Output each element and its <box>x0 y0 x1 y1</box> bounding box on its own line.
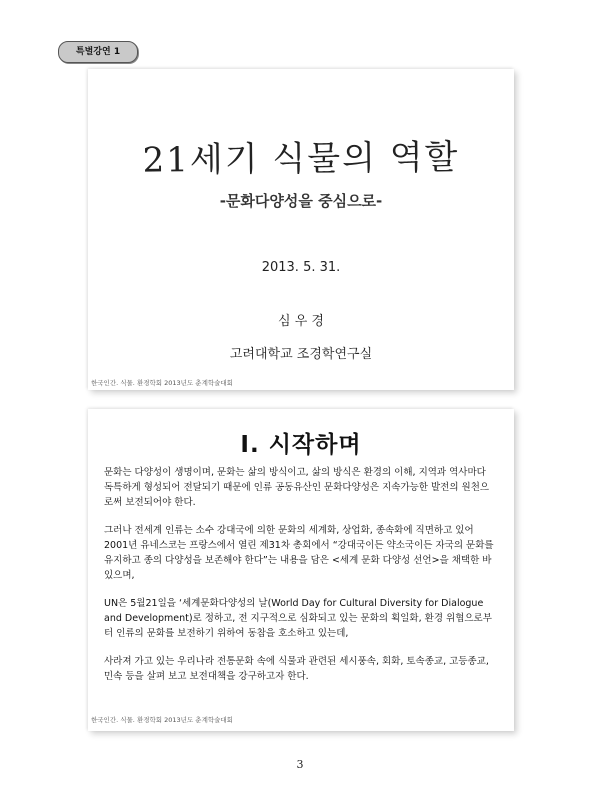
body-paragraph: 문화는 다양성이 생명이며, 문화는 삶의 방식이고, 삶의 방식은 환경의 이해, 지역과 역사마다 독특하게 형성되어 전달되기 때문에 인류 공동유산인 문화다양성은 지속가능한 발전의 원천으로써 보전되어야 한다. <box>104 467 490 508</box>
slide-footer: 한국인간. 식물. 환경학회 2013년도 춘계학술대회 <box>91 379 233 387</box>
slide-subtitle: -문화다양성을 중심으로- <box>219 192 383 210</box>
section-badge: 특별강연 1 <box>58 41 138 63</box>
intro-slide <box>88 409 514 731</box>
author-affiliation: 고려대학교 조경학연구실 <box>229 347 373 362</box>
section-heading: Ⅰ. 시작하며 <box>240 432 362 458</box>
page-number: 3 <box>296 758 304 771</box>
title-slide <box>88 69 514 390</box>
author-name: 심 우 경 <box>278 314 324 329</box>
body-paragraph: 그러나 전세계 인류는 소수 강대국에 의한 문화의 세계화, 상업화, 종속화에 직면하고 있어 2001년 유네스코는 프랑스에서 열린 제31차 총회에서 “강대국이든 약소국이든 자국의 문화를 유지하고 종의 다양성을 보존해야 한다”는 내용을 담은 <세계 문화 다양성 선언>을 채택한 바 있으며, <box>104 525 494 581</box>
body-paragraph: UN은 5월21일을 ‘세계문화다양성의 날(World Day for Cultural Diversity for Dialogue and Development)로 정하고, 전 지구적으로 심화되고 있는 문화의 획일화, 환경 위협으로부터 인류의 문화를 보전하기 위하여 동참을 호소하고 있는데, <box>104 598 492 639</box>
presentation-date: 2013. 5. 31. <box>261 260 341 275</box>
slide-body <box>104 465 498 697</box>
slide-title: 21세기 식물의 역할 <box>142 137 460 181</box>
body-paragraph: 사라져 가고 있는 우리나라 전통문화 속에 식물과 관련된 세시풍속, 회화, 토속종교, 고등종교, 민속 등을 살펴 보고 보전대책을 강구하고자 한다. <box>104 656 489 682</box>
slide-footer: 한국인간. 식물. 환경학회 2013년도 춘계학술대회 <box>91 716 233 724</box>
